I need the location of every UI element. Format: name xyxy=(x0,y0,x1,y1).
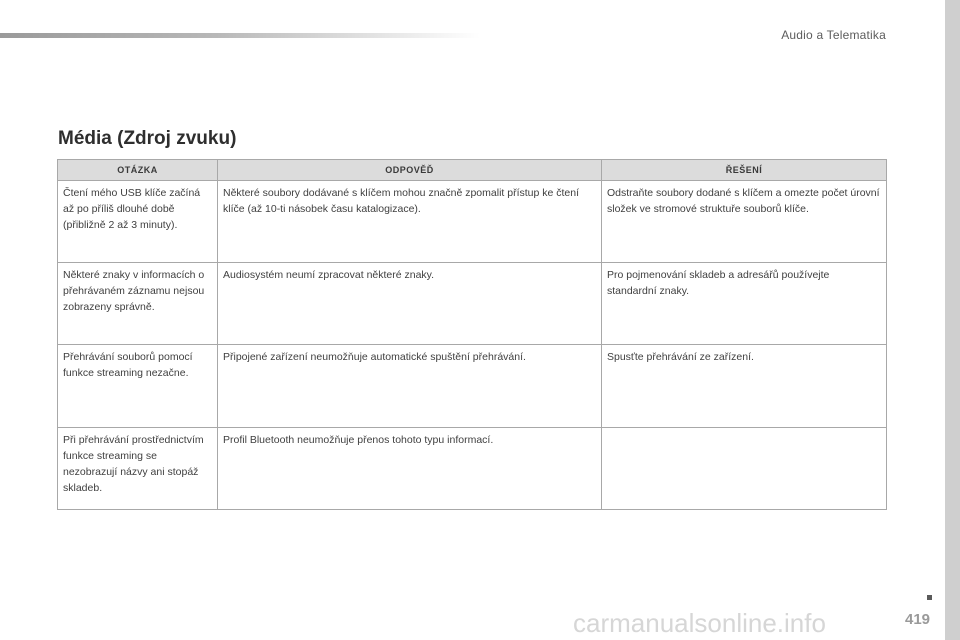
table-row xyxy=(58,428,887,510)
page-marker-icon xyxy=(927,595,932,600)
table-header-row xyxy=(58,160,887,181)
question-cell: Čtení mého USB klíče začíná až po příliš dlouhé době (přibližně 2 až 3 minuty). xyxy=(58,181,218,263)
header-solution: ŘEŠENÍ xyxy=(602,160,887,181)
header-answer: ODPOVĚĎ xyxy=(218,160,602,181)
table-row xyxy=(58,181,887,263)
table-row xyxy=(58,263,887,345)
watermark: carmanualsonline.info xyxy=(573,608,826,638)
answer-cell: Profil Bluetooth neumožňuje přenos tohoto typu informací. xyxy=(218,428,602,510)
question-cell: Některé znaky v informacích o přehrávaném záznamu nejsou zobrazeny správně. xyxy=(58,263,218,345)
solution-cell: Pro pojmenování skladeb a adresářů používejte standardní znaky. xyxy=(602,263,887,345)
page-number: 419 xyxy=(905,611,931,628)
header-question: OTÁZKA xyxy=(58,160,218,181)
table-row xyxy=(58,345,887,428)
solution-cell: Odstraňte soubory dodané s klíčem a omezte počet úrovní složek ve stromové struktuře souborů klíče. xyxy=(602,181,887,263)
answer-cell: Některé soubory dodávané s klíčem mohou značně zpomalit přístup ke čtení klíče (až 10-ti násobek času katalogizace). xyxy=(218,181,602,263)
solution-cell xyxy=(602,428,887,510)
question-cell: Přehrávání souborů pomocí funkce streaming nezačne. xyxy=(58,345,218,428)
troubleshooting-table xyxy=(57,159,887,510)
header-decor-bar xyxy=(0,33,480,38)
question-cell: Při přehrávání prostřednictvím funkce streaming se nezobrazují názvy ani stopáž skladeb. xyxy=(58,428,218,510)
chapter-title: Audio a Telematika xyxy=(781,28,886,42)
solution-cell: Spusťte přehrávání ze zařízení. xyxy=(602,345,887,428)
section-title: Média (Zdroj zvuku) xyxy=(58,128,237,149)
page-edge-strip xyxy=(945,0,960,640)
answer-cell: Audiosystém neumí zpracovat některé znaky. xyxy=(218,263,602,345)
answer-cell: Připojené zařízení neumožňuje automatické spuštění přehrávání. xyxy=(218,345,602,428)
